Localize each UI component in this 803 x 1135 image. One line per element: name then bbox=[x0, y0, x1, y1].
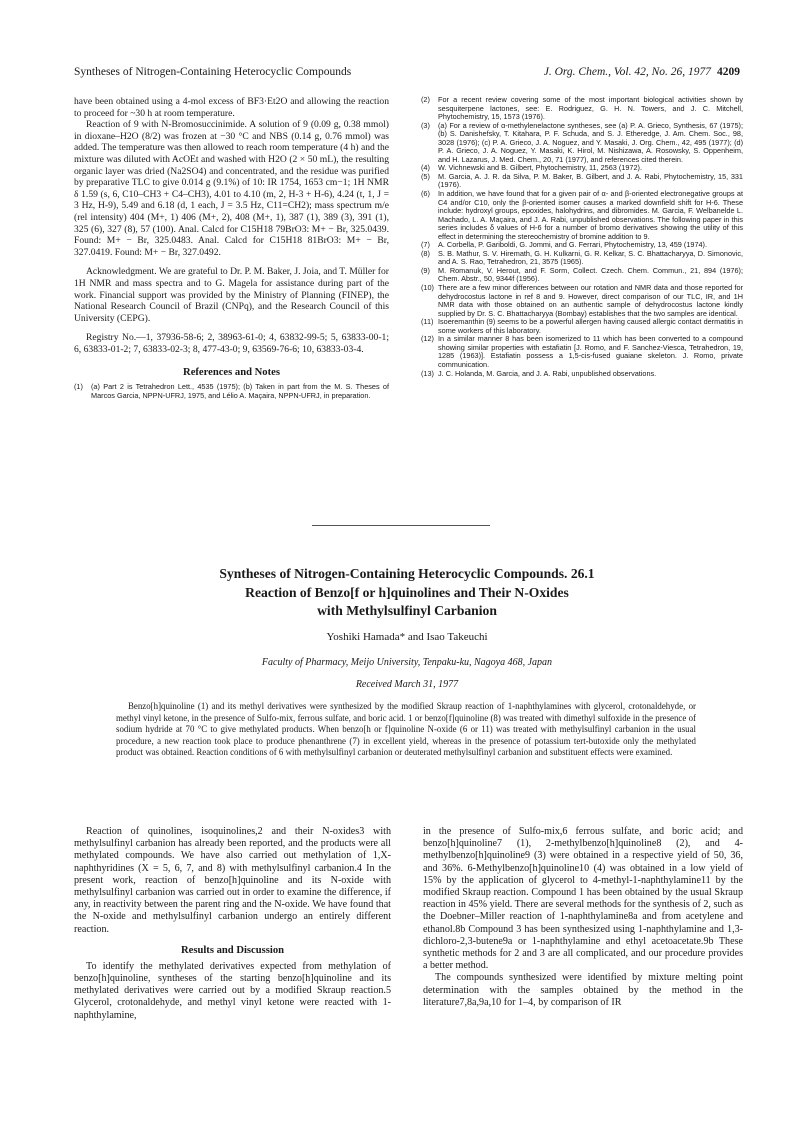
registry-numbers: Registry No.—1, 37936-58-6; 2, 38963-61-0; 4, 63832-99-5; 5, 63833-00-1; 6, 63833-01-2; 7, 63833-02-3; 8, 477-43-0; 9, 63569-76-6; 10, 63833-03-4. bbox=[74, 332, 389, 355]
top-right-column bbox=[421, 96, 743, 378]
reference-item bbox=[421, 190, 743, 241]
reference-number: (4) bbox=[421, 163, 430, 173]
reference-number: (3) bbox=[421, 120, 430, 130]
reference-text: Isoeremanthin (9) seems to be a powerful allergen having caused allergic contact dermatitis in some workers of this laboratory. bbox=[438, 317, 743, 335]
reference-text: W. Vichnewski and B. Gilbert, Phytochemistry, 11, 2563 (1972). bbox=[438, 163, 643, 173]
title-line-3: with Methylsulfinyl Carbanion bbox=[317, 603, 497, 618]
reference-number: (11) bbox=[421, 317, 434, 327]
running-header bbox=[74, 66, 740, 80]
reference-text: A. Corbella, P. Gariboldi, G. Jommi, and G. Ferrari, Phytochemistry, 13, 459 (1974). bbox=[438, 240, 708, 250]
nbs-reaction-paragraph: Reaction of 9 with N-Bromosuccinimide. A solution of 9 (0.09 g, 0.38 mmol) in dioxane–H2O (8/2) was frozen at −30 °C and NBS (0.14 g, 0.76 mmol) was added. The temperature was then allowed to reach room temperature (4 h) and the mixture was diluted with AcOEt and washed with H2O (2 × 50 mL), the resulting organic layer was dried (Na2SO4) and concentrated, and the residue was purified by preparative TLC to give 0.014 g (9.1%) of 10: IR 1754, 1653 cm−1; 1H NMR δ 1.59 (s, 6, C10–CH3 + C4–CH3), 4.01 to 4.10 (m, 2, H-3 + H-6), 4.24 (t, 1, J = 3 Hz, H-9), 5.49 and 6.18 (d, 1 each, J = 3.5 Hz, C11=CH2); mass spectrum m/e (rel intensity) 404 (M+, 1) 406 (M+, 2), 408 (M+, 1), 387 (1), 389 (3), 391 (1), 325 (6), 327 (8), 57 (100). Anal. Calcd for C15H18 79BrO3: M+ − Br, 325.0439. Found: M+ − Br, 325.0483. Anal. Calcd for C15H18 81BrO3: M+ − Br, 327.0419. Found: M+ − Br, 327.0492. bbox=[74, 119, 389, 258]
authors: Yoshiki Hamada* and Isao Takeuchi bbox=[326, 631, 488, 643]
body-left-column bbox=[74, 826, 391, 1022]
journal-citation bbox=[544, 66, 740, 78]
results-continuation: in the presence of Sulfo-mix,6 ferrous sulfate, and boric acid; and benzo[h]quinoline7 (1), 2-methylbenzo[h]quinoline8 (2), and 4-methylbenzo[h]quinoline9 (3) were obtained in a respective yield of 50, 36, and 36%. 6-Methylbenzo[h]quinoline10 (4) was obtained in a low yield of 15% by the application of glycerol to 4-methyl-1-naphthylamine11 by the modified Skraup reaction. Compound 1 has been obtained by the usual Skraup reaction in 45% yield. There are several methods for the synthesis of 2, such as the Doebner–Miller reaction of 1-naphthylamine8a and from acetylene and ethanol.8b Compound 3 has been synthesized using 1-naphthylamine and 1,3-dichloro-2,3-butene9a or 1-naphthylamine and ethyl acetoacetate.9b These synthetic methods for 2 and 3 are all complicated, and our procedure provides a better method. bbox=[423, 826, 743, 972]
received-date: Received March 31, 1977 bbox=[355, 679, 459, 690]
reference-text: S. B. Mathur, S. V. Hiremath, G. H. Kulkarni, G. R. Kelkar, S. C. Bhattacharyya, D. Simonovic, and A. S. Rao, Tetrahedron, 21, 3575 (1965). bbox=[438, 248, 743, 267]
reference-number: (12) bbox=[421, 334, 434, 344]
reference-number: (5) bbox=[421, 171, 430, 181]
references-list-right bbox=[421, 96, 743, 378]
journal-name: J. Org. Chem., Vol. 42, No. 26, 1977 bbox=[543, 66, 711, 78]
references-heading: References and Notes bbox=[183, 367, 280, 379]
reference-text: For a recent review covering some of the most important biological activities shown by sesquiterpene lactones, see: E. Rodriguez, G. H. N. Towers, and J. C. Mitchell, Phytochemistry, 15, 1573 (1976). bbox=[438, 95, 743, 122]
reference-number: (7) bbox=[421, 240, 430, 250]
reference-item bbox=[421, 250, 743, 267]
reference-number: (13) bbox=[421, 368, 434, 378]
reference-text: There are a few minor differences between our rotation and NMR data and those reported for dehydrocostus lactone in ref 8 and 9. However, direct comparison of our TLC, IR, and 1H NMR data with those obtained on an authentic sample of dehydrocostus lactone kindly supplied by Dr. S. C. Bhattacharyya (Bombay) establishes that the two samples are identical. bbox=[438, 283, 743, 318]
reference-item bbox=[421, 173, 743, 190]
reference-text: In addition, we have found that for a given pair of α- and β-oriented electronegative groups at C4 and/or C10, only the β-oriented isomer causes a marked downfield shift for H-6. These include: hydroxyl groups, epoxides, halohydrins, and dibromides. M. Garcia, F. Welbanelde L. Machado, L. A. Maçaira, and J. A. Rabi, unpublished observations. The following paper in this series includes δ values of H-6 for a number of bromo derivatives showing the utility of this effect in determining the stereochemistry of bromine addition to 9. bbox=[438, 189, 743, 241]
reference-item bbox=[421, 335, 743, 369]
acknowledgment: Acknowledgment. We are grateful to Dr. P. M. Baker, J. Joia, and T. Müller for 1H NMR and mass spectra and to G. Magela for assistance during part of the work. Financial support was provided by the Ministry of Planning (FINEP), the National Research Council of Brazil (CNPq), and the Research Council of this University (CEPG). bbox=[74, 266, 389, 324]
affiliation: Faculty of Pharmacy, Meijo University, Tenpaku-ku, Nagoya 468, Japan bbox=[261, 657, 553, 668]
reference-text: (a) For a review of α-methylenelactone syntheses, see (a) P. A. Grieco, Synthesis, 67 (1975); (b) S. Danishefsky, T. Kitahara, P. F. Schuda, and S. J. Etheredge, J. Am. Chem. Soc., 98, 3028 (1976); (c) P. A. Grieco, J. A. Noguez, and Y. Masaki, J. Org. Chem., 42, 495 (1977); (d) P. A. Grieco, J. A. Noguez, Y. Masaki, K. Hirol, M. Nishizawa, A. Rosowsky, S. Oppenheim, and H. Lazarus, J. Med. Chem., 20, 71 (1977), and references cited therein. bbox=[438, 120, 743, 164]
introduction: Reaction of quinolines, isoquinolines,2 and their N-oxides3 with methylsulfinyl carbanion has already been reported, and the products were all methylated compounds. We have also carried out methylation of 1,X-naphthyridines (X = 5, 6, 7, and 8) with methylsulfinyl carbanion.4 In the present work, reaction of benzo[h]quinoline and its N-oxide with methylsulfinyl carbanion was carried out in order to examine the difference, if any, in reactivity between the parent ring and the N-oxide. We have found that the N-oxide and methylsulfinyl carbanion undergo an entirely different reaction. bbox=[74, 826, 391, 935]
reference-item bbox=[421, 284, 743, 318]
article-title bbox=[74, 565, 740, 621]
experimental-continuation: have been obtained using a 4-mol excess of BF3·Et2O and allowing the reaction to proceed for ~30 h at room temperature. bbox=[74, 96, 389, 119]
references-list-left bbox=[74, 383, 389, 400]
page-number: 4209 bbox=[717, 66, 740, 78]
reference-number: (2) bbox=[421, 95, 430, 104]
reference-number: (9) bbox=[421, 265, 430, 275]
abstract: Benzo[h]quinoline (1) and its methyl derivatives were synthesized by the modified Skraup reaction of 1-naphthylamines with glycerol, crotonaldehyde, or methyl vinyl ketone, in the presence of Sulfo-mix, ferrous sulfate, and boric acid. 1 or benzo[f]quinoline (8) was treated with dimethyl sulfoxide in the presence of sodium hydride at 70 °C to give methylated products. When benzo[h or f]quinoline N-oxide (6 or 11) was treated with methylsulfinyl carbanion in the usual procedure, a new reaction took place to produce phenanthrene (7) in excellent yield, whereas in the presence of potassium tert-butoxide only the methylated product was obtained. Reaction conditions of 6 with methylsulfinyl carbanion or deuterated methylsulfinyl carbanion and substituent effects were examined. bbox=[116, 701, 696, 758]
reference-text: (a) Part 2 is Tetrahedron Lett., 4535 (1975); (b) Taken in part from the M. S. Theses of Marcos Garcia, NPPN-UFRJ, 1975, and Lélio A. Maçaira, NPPN-UFRJ, in preparation. bbox=[91, 382, 389, 401]
reference-item bbox=[421, 122, 743, 165]
identification-paragraph: The compounds synthesized were identified by mixture melting point determination with the samples obtained by the method in the literature7,8a,9a,10 for 1–4, by comparison of IR bbox=[423, 972, 743, 1008]
reference-item bbox=[421, 267, 743, 284]
running-title: Syntheses of Nitrogen-Containing Heterocyclic Compounds bbox=[74, 66, 352, 78]
reference-text: M. Garcia, A. J. R. da Silva, P. M. Baker, B. Gilbert, and J. A. Rabi, Phytochemistry, 15, 331 (1976). bbox=[438, 171, 743, 190]
reference-text: M. Romanuk, V. Herout, and F. Sorm, Collect. Czech. Chem. Commun., 21, 894 (1976); Chem. Abstr., 50, 9344f (1956). bbox=[438, 265, 743, 284]
reference-item bbox=[421, 370, 743, 379]
reference-number: (1) bbox=[74, 382, 83, 392]
reference-item bbox=[74, 383, 389, 400]
reference-number: (8) bbox=[421, 248, 430, 258]
reference-item bbox=[421, 96, 743, 122]
top-left-column bbox=[74, 96, 389, 401]
body-right-column bbox=[423, 826, 743, 1009]
reference-item bbox=[421, 318, 743, 335]
title-line-1: Syntheses of Nitrogen-Containing Heterocyclic Compounds. 26.1 bbox=[219, 566, 595, 581]
reference-text: In a similar manner 8 has been isomerized to 11 which has been converted to a compound showing similar properties with estafiatin [J. Romo, and F. Sanchez-Viesca, Tetrahedron, 19, 1285 (1963)]. Estafiatin possess a 1,5-cis-fused guaiane skeleton. J. Romo, private communication. bbox=[438, 334, 743, 369]
results-paragraph: To identify the methylated derivatives expected from methylation of benzo[h]quinoline, syntheses of the starting benzo[h]quinoline and its methylated derivatives were carried out by a modified Skraup reaction.5 Glycerol, crotonaldehyde, and methyl vinyl ketone were reacted with 1-naphthylamine, bbox=[74, 960, 391, 1021]
results-heading: Results and Discussion bbox=[180, 944, 285, 956]
reference-number: (10) bbox=[421, 283, 434, 293]
title-line-2: Reaction of Benzo[f or h]quinolines and Their N-Oxides bbox=[245, 584, 569, 600]
reference-number: (6) bbox=[421, 189, 430, 199]
reference-text: J. C. Holanda, M. Garcia, and J. A. Rabi, unpublished observations. bbox=[438, 368, 657, 378]
section-divider bbox=[312, 525, 490, 526]
